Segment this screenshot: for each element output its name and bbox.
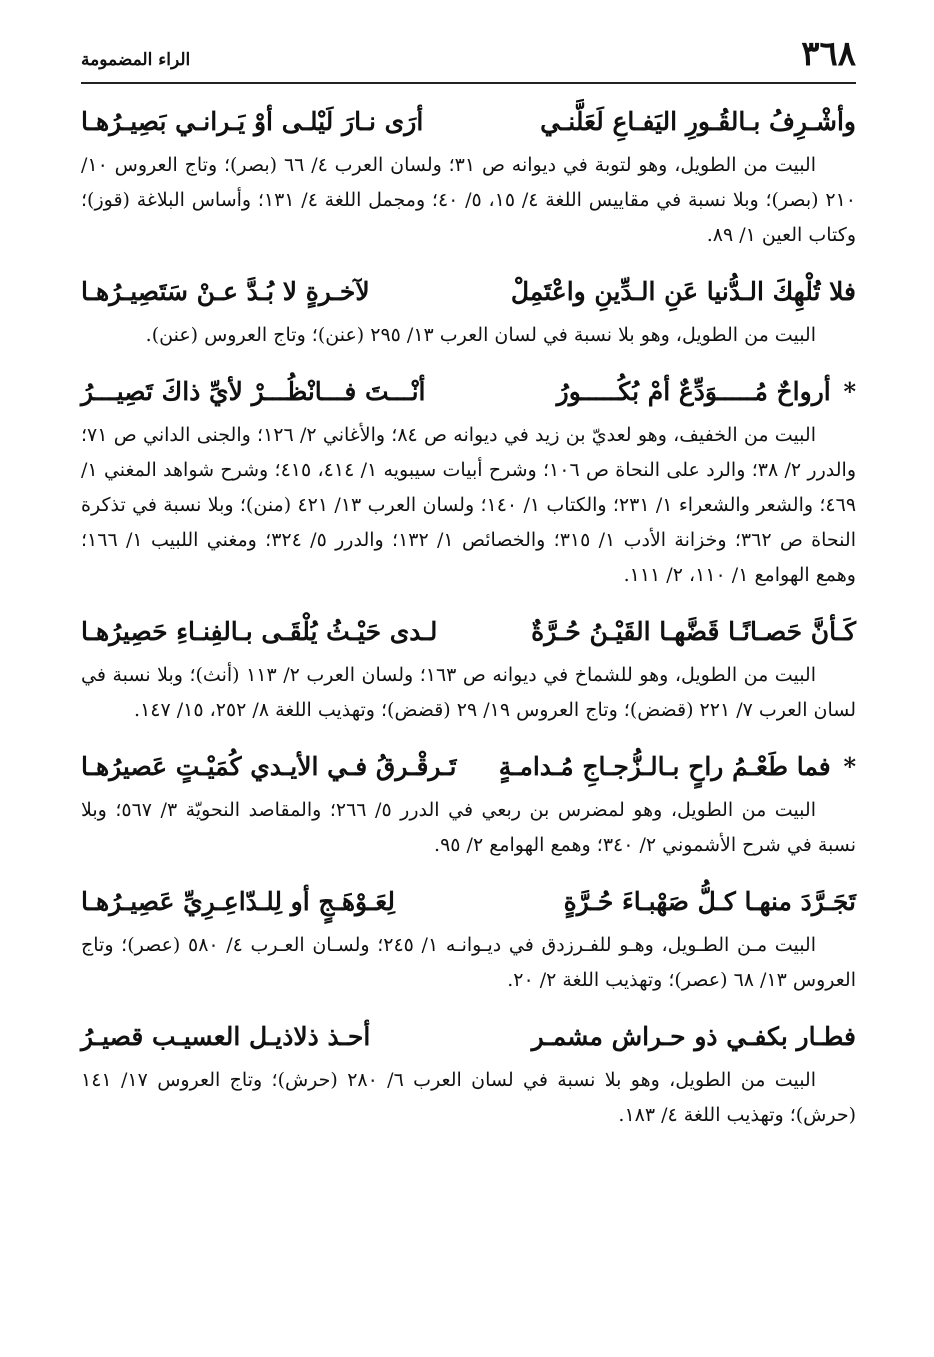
verse-entry (81, 606, 856, 728)
citation-note: البيت من الطويل، وهو بلا نسبة في لسان العرب ١٣/ ٢٩٥ (عنن)؛ وتاج العروس (عنن). (145, 324, 816, 346)
citation-note: البيت مـن الطـويل، وهـو للفـرزدق في ديـوانـه ١/ ٢٤٥؛ ولسـان العـرب ٤/ ٥٨٠ (عصر)؛ وتاج العروس ١٣/ ٦٨ (عصر)؛ وتهذيب اللغة ٢/ ٢٠. (81, 934, 856, 991)
second-hemistich: لآخـرةٍ لا بُـدَّ عـنْ سَتَصِيـرُهـا (81, 277, 370, 306)
verse-line (81, 606, 856, 658)
verse-line (81, 1011, 856, 1063)
second-hemistich: لِعَـوْهَـجٍ أو لِلـدّاعِـرِيِّ عَصِيـرُهـا (81, 887, 395, 916)
verse-line (81, 741, 856, 793)
verse-line (81, 366, 856, 418)
first-hemistich: فطـار بكفـي ذو حـراش مشمـر (531, 1022, 856, 1051)
asterisk-marker: * (843, 377, 856, 406)
first-hemistich: تَجَـرَّدَ منهـا كـلُّ صَهْبـاءَ حُـرَّةٍ (563, 887, 856, 916)
first-hemistich-container (557, 366, 856, 418)
second-hemistich: لـدى حَيْـثُ يُلْقَـى بـالفِنـاءِ حَصِيرُهـا (81, 617, 438, 646)
first-hemistich: فما طَعْـمُ راحٍ بـالـزُّجـاجِ مُـدامـةٍ (498, 752, 831, 781)
citation-note: البيت من الطويل، وهو لتوبة في ديوانه ص ٣١؛ ولسان العرب ٤/ ٦٦ (بصر)؛ وتاج العروس ١٠/ ٢١٠ (بصر)؛ وبلا نسبة في مقاييس اللغة ٤/ ١٥، ٥/ ٤٠؛ ومجمل اللغة ٤/ ١٣١؛ وأساس البلاغة (قوز)؛ وكتاب العين ١/ ٨٩. (81, 154, 856, 246)
book-page (81, 30, 856, 1146)
citation-note: البيت من الطويل، وهو بلا نسبة في لسان العرب ٦/ ٢٨٠ (حرش)؛ وتاج العروس ١٧/ ١٤١ (حرش)؛ وتهذيب اللغة ٤/ ١٨٣. (81, 1069, 856, 1126)
page-number: ٣٦٨ (801, 34, 856, 74)
verse-line (81, 96, 856, 148)
first-hemistich: كَـأنَّ حَصـانًـا قَضَّهـا القَيْـنُ حُـرَّةٌ (531, 617, 856, 646)
citation-note: البيت من الطويل، وهو لمضرس بن ربعي في الدرر ٥/ ٢٦٦؛ والمقاصد النحويّة ٣/ ٥٦٧؛ وبلا نسبة في شرح الأشموني ٢/ ٣٤٠؛ وهمع الهوامع ٢/ ٩٥. (81, 799, 856, 856)
second-hemistich: أنْـــتَ فـــانْظُـــرْ لأيِّ ذاكَ تَصِيـــرُ (81, 377, 426, 406)
first-hemistich: فلا تُلْهِكَ الـدُّنيا عَنِ الـدِّينِ واعْتَمِلْ (510, 277, 856, 306)
verse-entry (81, 876, 856, 998)
verse-entry (81, 366, 856, 593)
verse-entry (81, 741, 856, 863)
first-hemistich: وأشْـرِفُ بـالقُـورِ اليَفـاعِ لَعَلَّنـي (540, 107, 856, 136)
first-hemistich: أرواحٌ مُـــــوَدِّعٌ أمْ بُكُـــــورُ (556, 377, 831, 406)
verse-line (81, 876, 856, 928)
running-title: الراء المضمومة (81, 50, 191, 70)
verse-entry (81, 266, 856, 353)
verse-entry (81, 96, 856, 253)
asterisk-marker: * (843, 752, 856, 781)
second-hemistich: أرَى نـارَ لَيْلـى أوْ يَـرانـي بَصِيـرُهـا (81, 107, 424, 136)
page-header (81, 30, 856, 84)
citation-note: البيت من الخفيف، وهو لعديّ بن زيد في ديوانه ص ٨٤؛ والأغاني ٢/ ١٢٦؛ والجنى الداني ص ٧١؛ والدرر ٢/ ٣٨؛ والرد على النحاة ص ١٠٦؛ وشرح أبيات سيبويه ١/ ٤١٤، ٤١٥؛ وشرح شواهد المغني ١/ ٤٦٩؛ والشعر والشعراء ١/ ٢٣١؛ والكتاب ١/ ١٤٠؛ ولسان العرب ١٣/ ٤٢١ (منن)؛ وبلا نسبة في تذكرة النحاة ص ٣٦٢؛ وخزانة الأدب ١/ ٣١٥؛ والخصائص ١/ ١٣٢؛ والدرر ٥/ ٣٢٤؛ ومغني اللبيب ١/ ١٦٦؛ وهمع الهوامع ١/ ١١٠، ٢/ ١١١. (81, 424, 857, 586)
first-hemistich-container (499, 741, 856, 793)
verse-line (81, 266, 856, 318)
citation-note: البيت من الطويل، وهو للشماخ في ديوانه ص ١٦٣؛ ولسان العرب ٢/ ١١٣ (أنث)؛ وبلا نسبة في لسان العرب ٧/ ٢٢١ (قضض)؛ وتاج العروس ١٩/ ٢٩ (قضض)؛ وتهذيب اللغة ٨/ ٢٥٢، ١٥/ ١٤٧. (81, 664, 856, 721)
second-hemistich: تَـرقْـرقُ فـي الأيـدي كُمَيْـتٍ عَصيرُهـا (81, 752, 457, 781)
second-hemistich: أحـذ ذلاذيـل العسيـب قصيـرُ (81, 1022, 371, 1051)
verse-entry (81, 1011, 856, 1133)
